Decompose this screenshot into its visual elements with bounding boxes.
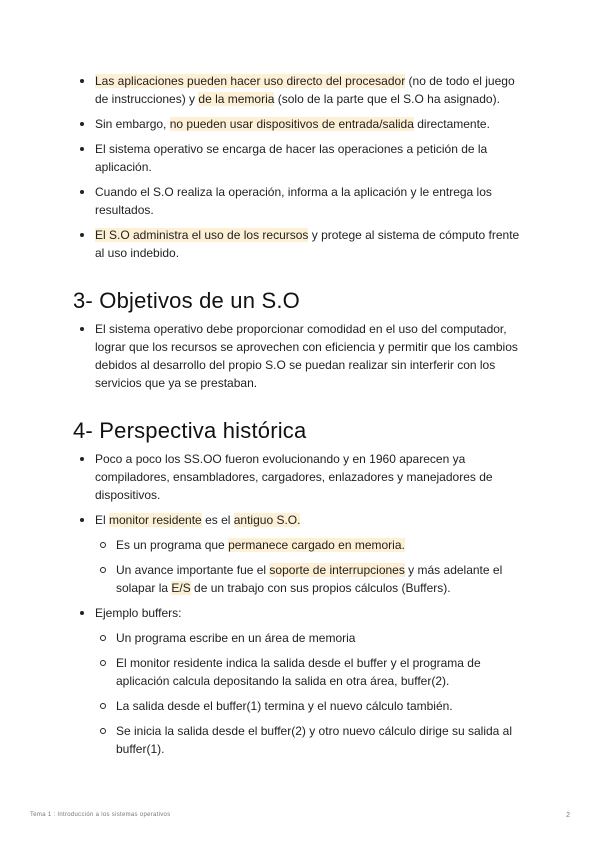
text: Poco a poco los SS.OO fueron evolucionando y en 1960 aparecen ya compiladores, ensambladores, cargadores, enlazadores y manejadores de dispositivos. xyxy=(95,452,493,502)
text: y más adelante el solapar la xyxy=(116,563,503,595)
text: directamente. xyxy=(413,117,490,131)
highlighted-text: El S.O administra el uso de los recursos xyxy=(95,228,309,242)
sub-list-item xyxy=(95,722,526,758)
footer-title: Tema 1 : Introducción a los sistemas operativos xyxy=(30,812,171,818)
text: La salida desde el buffer(1) termina y el nuevo cálculo también. xyxy=(116,699,453,713)
text: El sistema operativo se encarga de hacer las operaciones a petición de la aplicación. xyxy=(95,142,488,174)
text: Ejemplo buffers: xyxy=(95,606,182,620)
highlighted-text: no pueden usar dispositivos de entrada/salida xyxy=(169,117,414,131)
text: (solo de la parte que el S.O ha asignado). xyxy=(274,92,500,106)
list-item xyxy=(0,226,600,262)
list-item xyxy=(0,604,600,758)
text: El xyxy=(95,513,110,527)
list-item xyxy=(0,115,600,133)
highlighted-text: antiguo S.O. xyxy=(233,513,301,527)
list-item xyxy=(0,511,600,597)
section-heading: 4- Perspectiva histórica xyxy=(73,418,307,443)
text: es el xyxy=(201,513,234,527)
highlighted-text: Las aplicaciones pueden hacer uso directo del procesador xyxy=(95,74,406,88)
text: Cuando el S.O realiza la operación, informa a la aplicación y le entrega los resultados. xyxy=(95,185,492,217)
section-heading: 3- Objetivos de un S.O xyxy=(73,288,300,313)
sub-list-item xyxy=(95,697,526,715)
sub-list-item xyxy=(95,654,526,690)
highlighted-text: E/S xyxy=(171,581,191,595)
list-item xyxy=(0,183,600,219)
page-number: 2 xyxy=(566,812,570,819)
list-item xyxy=(0,140,600,176)
bullet-list-objectives xyxy=(0,320,600,392)
text: Es un programa que xyxy=(116,538,229,552)
highlighted-text: de la memoria xyxy=(198,92,275,106)
sub-list-item xyxy=(95,629,526,647)
sub-list xyxy=(95,629,526,758)
text: Sin embargo, xyxy=(95,117,170,131)
text: de un trabajo con sus propios cálculos (Buffers). xyxy=(190,581,451,595)
bullet-list-intro xyxy=(0,72,600,262)
list-item xyxy=(0,72,600,108)
text: El monitor residente indica la salida desde el buffer y el programa de aplicación calcula depositando la salida en otra área, buffer(2). xyxy=(116,656,481,688)
text: Se inicia la salida desde el buffer(2) y otro nuevo cálculo dirige su salida al buffer(1). xyxy=(116,724,513,756)
text: y protege al sistema de cómputo frente al uso indebido. xyxy=(95,228,520,260)
sub-list-item xyxy=(95,561,526,597)
highlighted-text: soporte de interrupciones xyxy=(269,563,405,577)
sub-list-item xyxy=(95,536,526,554)
list-item xyxy=(0,320,600,392)
highlighted-text: monitor residente xyxy=(109,513,202,527)
highlighted-text: permanece cargado en memoria. xyxy=(228,538,405,552)
text: El sistema operativo debe proporcionar comodidad en el uso del computador, lograr que los recursos se aprovechen con eficiencia y permitir que los cambios debidos al desarrollo del propio S.O se puedan realizar sin interferir con los servicios que ya se prestaban. xyxy=(95,322,518,390)
list-item xyxy=(0,450,600,504)
bullet-list-history xyxy=(0,450,600,758)
text: Un programa escribe en un área de memoria xyxy=(116,631,356,645)
text: Un avance importante fue el xyxy=(116,563,270,577)
text: (no de todo el juego de instrucciones) y xyxy=(95,74,515,106)
sub-list xyxy=(95,536,526,597)
